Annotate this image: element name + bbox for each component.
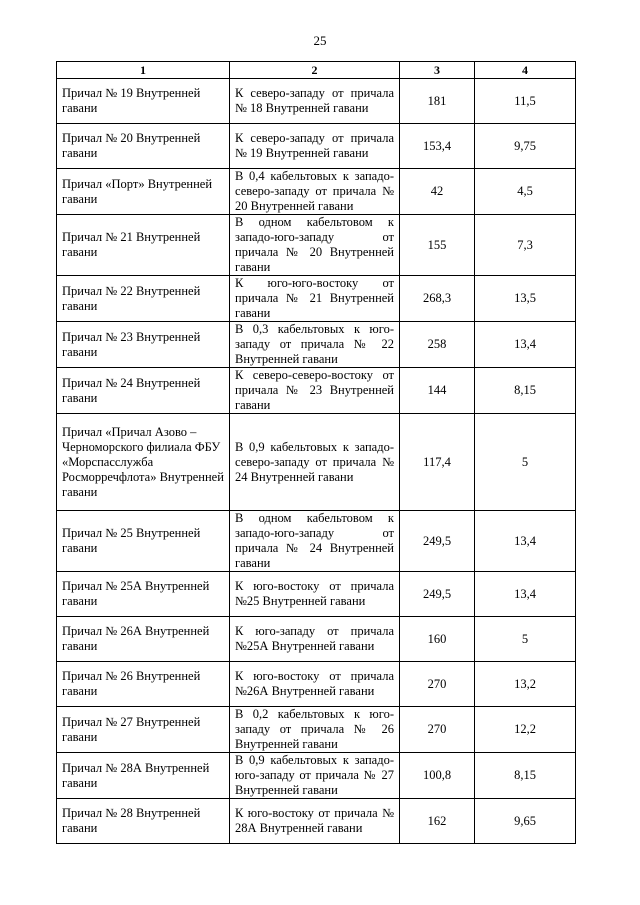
berth-name-cell: Причал № 22 Внутренней гавани [57,276,230,322]
column-4-cell: 13,4 [475,572,576,617]
berth-name-cell: Причал № 19 Внутренней гавани [57,79,230,124]
column-4-cell: 12,2 [475,707,576,753]
table-row [57,799,576,844]
column-3-cell: 144 [400,368,475,414]
column-header: 2 [230,62,400,79]
berth-name-cell: Причал № 24 Внутренней гавани [57,368,230,414]
berth-name-cell: Причал № 21 Внутренней гавани [57,215,230,276]
berth-location-cell: К юго-востоку от причала №26А Внутренней гавани [230,662,400,707]
berth-location-cell: В одном кабельтовом к западо-юго-западу от причала № 24 Внутренней гавани [230,511,400,572]
column-3-cell: 162 [400,799,475,844]
berth-location-cell: В 0,3 кабельтовых к юго-западу от причала № 22 Внутренней гавани [230,322,400,368]
page-number: 25 [313,33,327,48]
berth-name-cell: Причал «Порт» Внутренней гавани [57,169,230,215]
column-3-cell: 155 [400,215,475,276]
table-row [57,662,576,707]
berth-location-cell: К северо-западу от причала № 19 Внутренней гавани [230,124,400,169]
column-4-cell: 13,4 [475,322,576,368]
column-4-cell: 13,4 [475,511,576,572]
berth-location-cell: К юго-востоку от причала №25 Внутренней гавани [230,572,400,617]
column-header: 1 [57,62,230,79]
column-4-cell: 11,5 [475,79,576,124]
berth-location-cell: В 0,9 кабельтовых к западо-юго-западу от причала № 27 Внутренней гавани [230,753,400,799]
column-header: 3 [400,62,475,79]
berth-name-cell: Причал № 25А Внутренней гавани [57,572,230,617]
column-3-cell: 249,5 [400,572,475,617]
berth-location-cell: К северо-западу от причала № 18 Внутренней гавани [230,79,400,124]
berth-location-cell: К юго-западу от причала №25А Внутренней гавани [230,617,400,662]
berth-location-cell: В 0,4 кабельтовых к западо-северо-западу от причала № 20 Внутренней гавани [230,169,400,215]
table-row [57,322,576,368]
column-4-cell: 8,15 [475,753,576,799]
berth-location-cell: В 0,2 кабельтовых к юго-западу от причала № 26 Внутренней гавани [230,707,400,753]
table-row [57,414,576,511]
berth-location-cell: К юго-юго-востоку от причала № 21 Внутренней гавани [230,276,400,322]
berth-location-cell: К северо-северо-востоку от причала № 23 Внутренней гавани [230,368,400,414]
table-row [57,707,576,753]
table-row [57,617,576,662]
table-header-row [57,62,576,79]
table-row [57,753,576,799]
berth-location-cell: К юго-востоку от причала № 28А Внутренней гавани [230,799,400,844]
table-row [57,572,576,617]
berths-table [56,61,576,844]
column-4-cell: 7,3 [475,215,576,276]
table-row [57,79,576,124]
table-row [57,215,576,276]
table-row [57,276,576,322]
column-3-cell: 268,3 [400,276,475,322]
column-3-cell: 117,4 [400,414,475,511]
berth-name-cell: Причал «Причал Азово – Черноморского филиала ФБУ «Морспасслужба Росморречфлота» Внутренней гавани [57,414,230,511]
table-row [57,511,576,572]
table-row [57,124,576,169]
column-4-cell: 9,65 [475,799,576,844]
berth-name-cell: Причал № 28 Внутренней гавани [57,799,230,844]
column-3-cell: 181 [400,79,475,124]
berth-name-cell: Причал № 25 Внутренней гавани [57,511,230,572]
column-4-cell: 5 [475,617,576,662]
column-3-cell: 160 [400,617,475,662]
column-4-cell: 4,5 [475,169,576,215]
column-3-cell: 100,8 [400,753,475,799]
column-3-cell: 270 [400,707,475,753]
column-3-cell: 270 [400,662,475,707]
column-3-cell: 249,5 [400,511,475,572]
berth-name-cell: Причал № 26А Внутренней гавани [57,617,230,662]
berth-name-cell: Причал № 20 Внутренней гавани [57,124,230,169]
berth-name-cell: Причал № 28А Внутренней гавани [57,753,230,799]
column-4-cell: 5 [475,414,576,511]
column-3-cell: 153,4 [400,124,475,169]
table-row [57,169,576,215]
berth-location-cell: В одном кабельтовом к западо-юго-западу от причала № 20 Внутренней гавани [230,215,400,276]
column-4-cell: 13,5 [475,276,576,322]
column-4-cell: 9,75 [475,124,576,169]
berth-location-cell: В 0,9 кабельтовых к западо-северо-западу от причала № 24 Внутренней гавани [230,414,400,511]
berth-name-cell: Причал № 27 Внутренней гавани [57,707,230,753]
column-3-cell: 42 [400,169,475,215]
column-3-cell: 258 [400,322,475,368]
column-4-cell: 13,2 [475,662,576,707]
column-header: 4 [475,62,576,79]
column-4-cell: 8,15 [475,368,576,414]
berth-name-cell: Причал № 23 Внутренней гавани [57,322,230,368]
berth-name-cell: Причал № 26 Внутренней гавани [57,662,230,707]
table-row [57,368,576,414]
